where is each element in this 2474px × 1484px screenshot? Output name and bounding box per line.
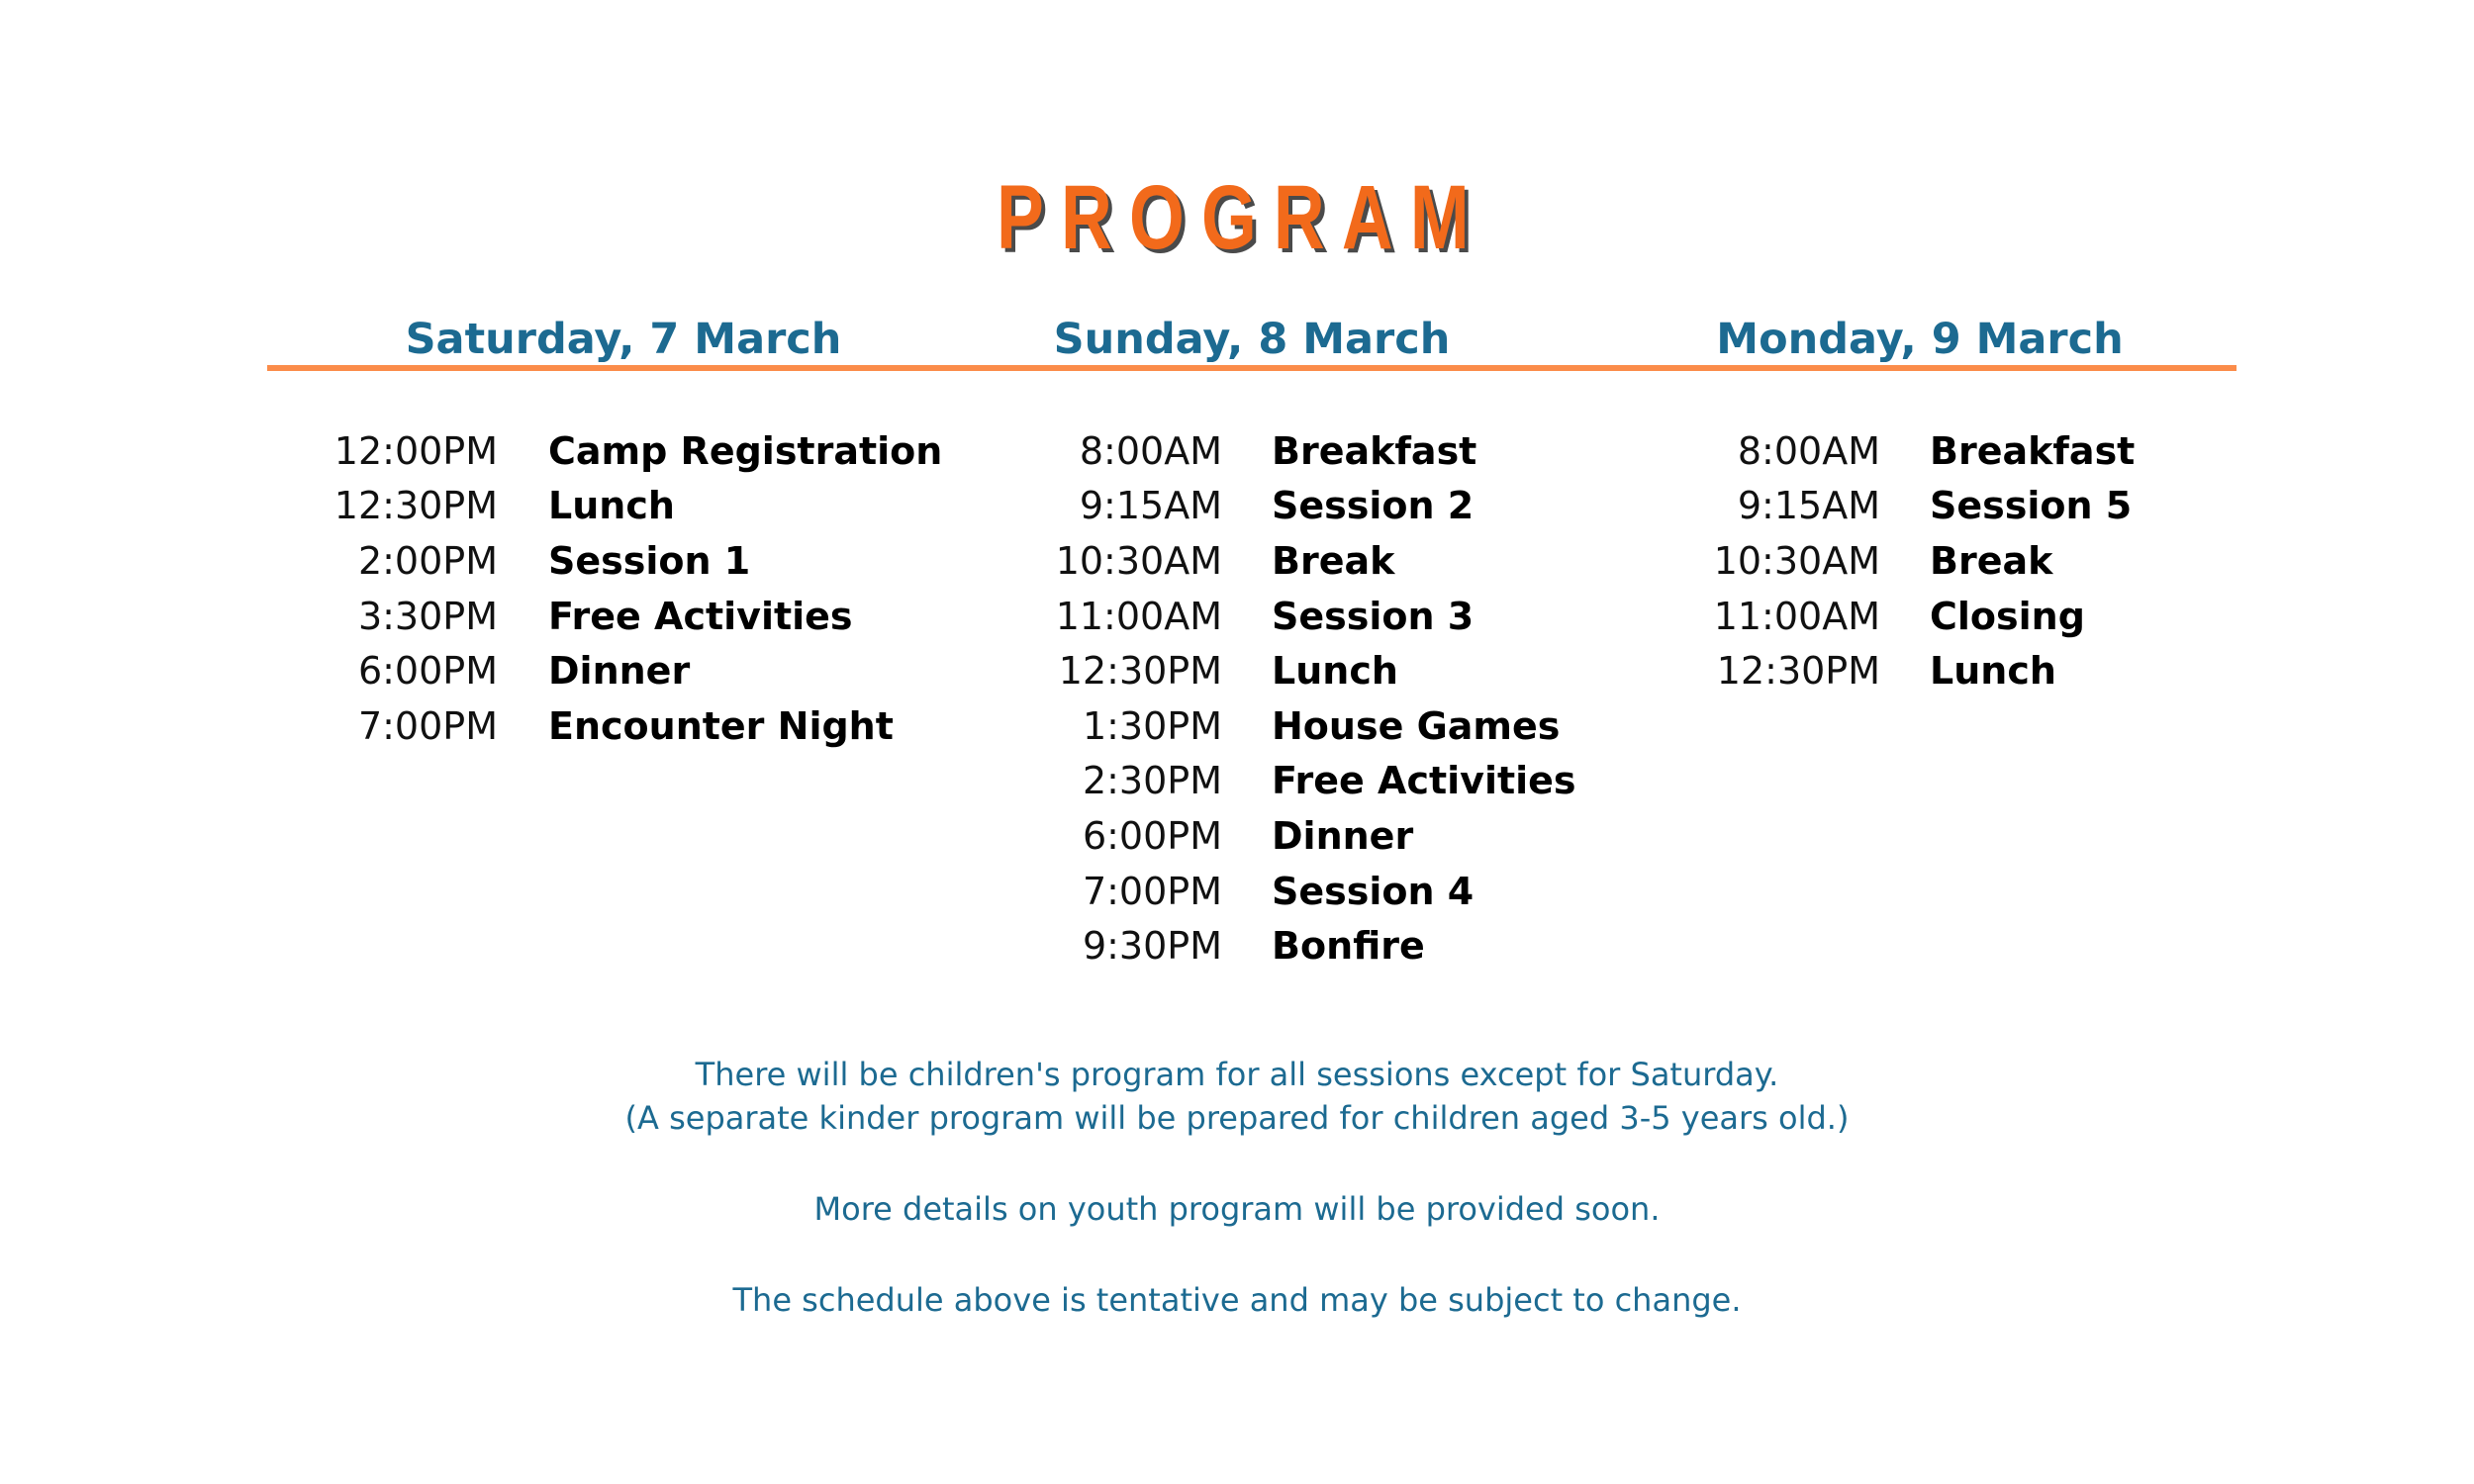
schedule-row (280, 589, 942, 644)
schedule-row (1004, 423, 1576, 479)
schedule-event: Lunch (1272, 649, 1398, 694)
schedule-event: Session 4 (1272, 869, 1475, 913)
schedule-saturday (280, 423, 942, 754)
schedule-row (1004, 918, 1576, 974)
schedule-time: 11:00AM (1713, 594, 1880, 638)
schedule-sunday (1004, 423, 1576, 974)
schedule-row (280, 698, 942, 754)
schedule-event: Camp Registration (548, 428, 943, 473)
schedule-row (1004, 808, 1576, 864)
header-divider (267, 365, 2236, 371)
schedule-event: Lunch (1930, 649, 2056, 694)
schedule-event: Dinner (548, 649, 691, 694)
schedule-time: 1:30PM (1082, 703, 1222, 748)
schedule-row (1004, 864, 1576, 919)
schedule-row (1004, 643, 1576, 698)
schedule-row (280, 643, 942, 698)
schedule-row (1004, 754, 1576, 809)
schedule-event: Breakfast (1930, 428, 2136, 473)
schedule-event: Free Activities (548, 594, 853, 638)
schedule-row (1004, 479, 1576, 534)
schedule-row (280, 479, 942, 534)
schedule-row (1663, 423, 2135, 479)
schedule-row (1663, 643, 2135, 698)
schedule-time: 6:00PM (357, 649, 498, 694)
schedule-event: Lunch (548, 484, 675, 528)
schedule-row (1004, 589, 1576, 644)
schedule-time: 7:00PM (357, 703, 498, 748)
schedule-time: 11:00AM (1055, 594, 1222, 638)
schedule-time: 10:30AM (1055, 538, 1222, 583)
page-title: PROGRAM (996, 167, 1486, 268)
note-youth-program: More details on youth program will be provided soon. (813, 1190, 1661, 1228)
schedule-event: Session 5 (1930, 484, 2133, 528)
schedule-time: 2:30PM (1082, 759, 1222, 803)
day-header-sunday: Sunday, 8 March (1053, 315, 1451, 364)
schedule-time: 10:30AM (1713, 538, 1880, 583)
schedule-time: 12:00PM (333, 428, 498, 473)
schedule-row (1004, 698, 1576, 754)
schedule-event: Encounter Night (548, 703, 894, 748)
schedule-event: Session 1 (548, 538, 751, 583)
schedule-event: Break (1930, 538, 2053, 583)
schedule-row (280, 533, 942, 589)
schedule-time: 12:30PM (1058, 649, 1222, 694)
schedule-event: Session 3 (1272, 594, 1475, 638)
schedule-event: Free Activities (1272, 759, 1576, 803)
notes-section (0, 1053, 2474, 1322)
schedule-time: 8:00AM (1079, 428, 1222, 473)
note-kinder-program: (A separate kinder program will be prepared for children aged 3-5 years old.) (624, 1099, 1850, 1137)
day-header-saturday: Saturday, 7 March (405, 315, 842, 364)
schedule-time: 8:00AM (1737, 428, 1880, 473)
schedule-row (1663, 589, 2135, 644)
schedule-time: 12:30PM (333, 484, 498, 528)
note-tentative: The schedule above is tentative and may be subject to change. (732, 1281, 1742, 1319)
schedule-row (1663, 533, 2135, 589)
schedule-time: 6:00PM (1082, 813, 1222, 858)
schedule-time: 9:15AM (1737, 484, 1880, 528)
schedule-row (280, 423, 942, 479)
schedule-event: Dinner (1272, 813, 1414, 858)
schedule-time: 9:15AM (1079, 484, 1222, 528)
note-children-program: There will be children's program for all sessions except for Saturday. (695, 1056, 1779, 1093)
schedule-time: 7:00PM (1082, 869, 1222, 913)
day-header-monday: Monday, 9 March (1716, 315, 2124, 364)
schedule-row (1663, 479, 2135, 534)
schedule-time: 9:30PM (1082, 924, 1222, 969)
schedule-time: 3:30PM (357, 594, 498, 638)
schedule-time: 2:00PM (357, 538, 498, 583)
schedule-row (1004, 533, 1576, 589)
schedule-event: Bonfire (1272, 924, 1425, 969)
schedule-event: Break (1272, 538, 1395, 583)
schedule-event: Session 2 (1272, 484, 1475, 528)
schedule-event: House Games (1272, 703, 1561, 748)
schedule-monday (1663, 423, 2135, 698)
schedule-time: 12:30PM (1716, 649, 1880, 694)
schedule-event: Closing (1930, 594, 2085, 638)
schedule-event: Breakfast (1272, 428, 1477, 473)
